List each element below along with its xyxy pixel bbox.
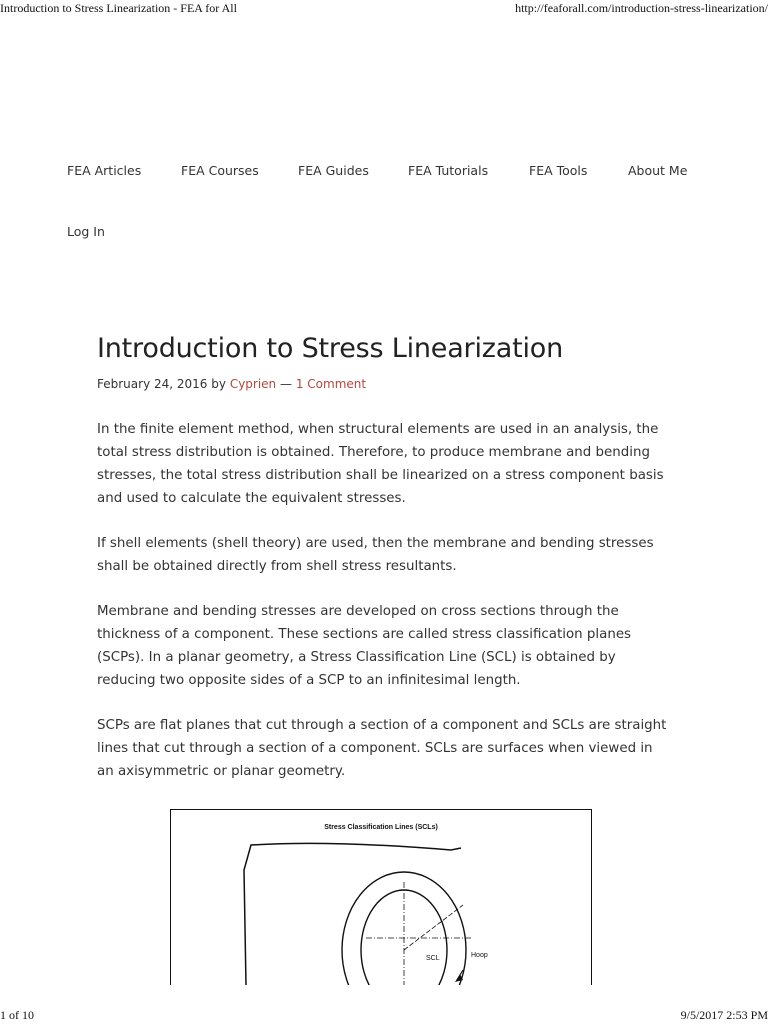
print-footer-page: 1 of 10 (0, 1008, 34, 1022)
article-date: February 24, 2016 (97, 377, 208, 391)
hoop-label: Hoop (471, 952, 488, 959)
nav-item-fea-tools[interactable]: FEA Tools (529, 163, 588, 178)
nav-item-fea-courses[interactable]: FEA Courses (181, 163, 259, 178)
article (97, 330, 672, 783)
paragraph: SCPs are flat planes that cut through a section of a component and SCLs are straight lines that cut through a section of a component. SCLs are surfaces when viewed in an axisymmetric or planar geometry. (97, 718, 667, 779)
scl-diagram (171, 810, 591, 985)
scl-label: SCL (426, 955, 440, 962)
paragraph: If shell elements (shell theory) are used, then the membrane and bending stresses shall be obtained directly from shell stress resultants. (97, 536, 654, 574)
login-link[interactable]: Log In (67, 224, 105, 239)
nav-item-fea-guides[interactable]: FEA Guides (298, 163, 369, 178)
nav-item-fea-tutorials[interactable]: FEA Tutorials (408, 163, 489, 178)
component-outline (244, 843, 461, 985)
comments-link[interactable]: 1 Comment (295, 377, 367, 391)
article-meta (97, 376, 672, 392)
print-header-title: Introduction to Stress Linearization - FEA for All (0, 1, 237, 15)
paragraph: Membrane and bending stresses are developed on cross sections through the thickness of a component. These sections are called stress classification planes (SCPs). In a planar geometry, a Stress Classification Line (SCL) is obtained by reducing two opposite sides of a SCP to an infinitesimal length. (97, 604, 632, 688)
figure-caption: Stress Classification Lines (SCLs) (324, 824, 438, 831)
print-header-url: http://feaforall.com/introduction-stress-linearization/ (515, 1, 768, 15)
meta-separator: — (280, 377, 292, 391)
scl-line (404, 905, 463, 950)
nav-item-fea-articles[interactable]: FEA Articles (67, 163, 142, 178)
print-footer-datetime: 9/5/2017 2:53 PM (680, 1008, 768, 1022)
scl-figure (170, 809, 592, 985)
paragraph: In the finite element method, when structural elements are used in an analysis, the total stress distribution is obtained. Therefore, to produce membrane and bending stresses, the total stress distribution shall be linearized on a stress component basis and used to calculate the equivalent stresses. (97, 422, 664, 506)
byline-by: by (211, 377, 226, 391)
nav-item-about-me[interactable]: About Me (628, 163, 688, 178)
author-link[interactable]: Cyprien (229, 377, 277, 391)
article-title: Introduction to Stress Linearization (97, 333, 563, 364)
